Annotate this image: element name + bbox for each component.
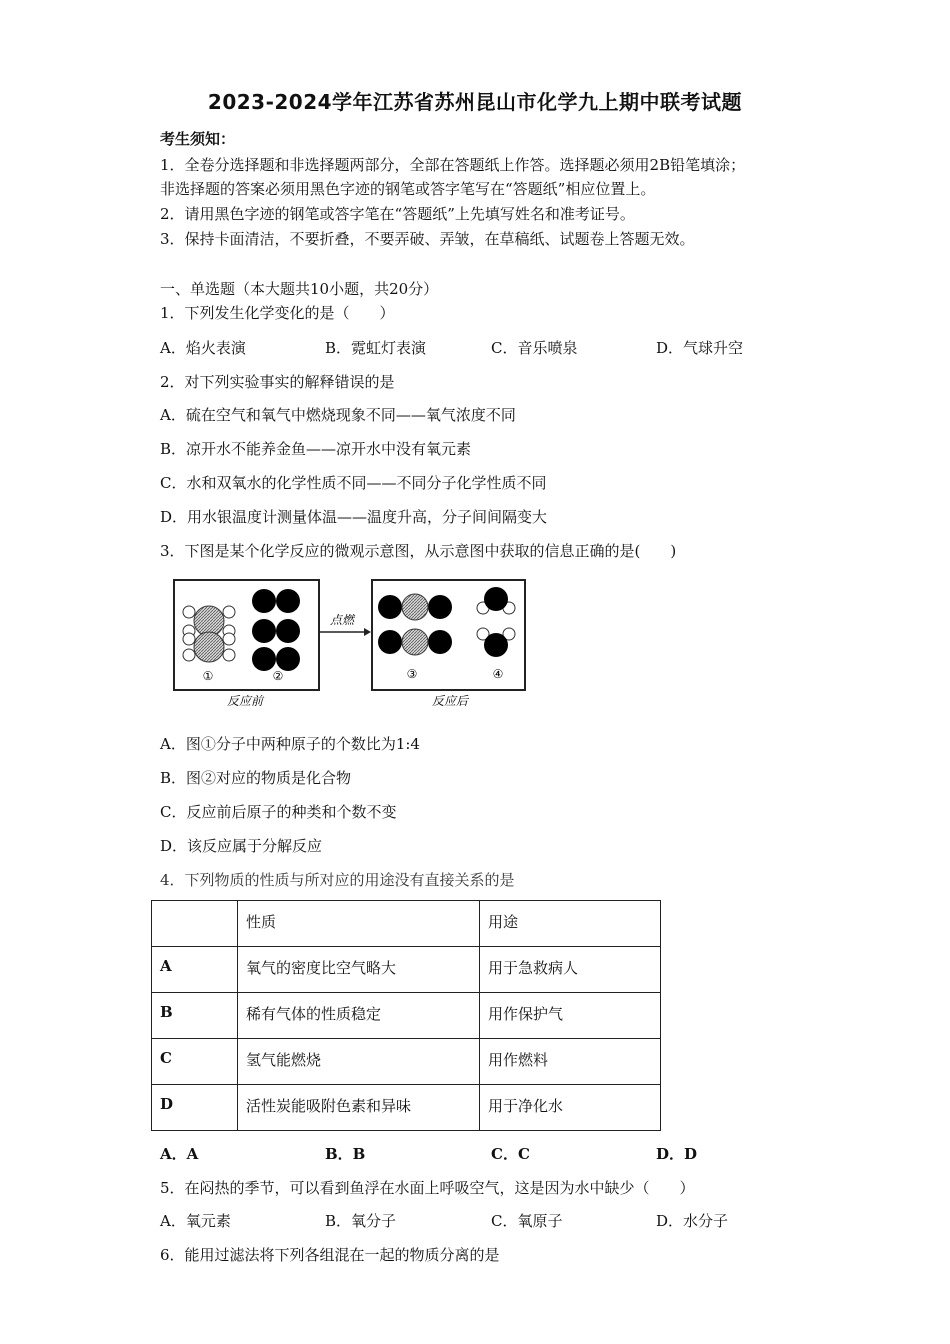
q1-option-d[interactable]: D．气球升空 bbox=[656, 339, 744, 357]
table-cell: 用作保护气 bbox=[480, 993, 661, 1039]
table-cell: A bbox=[152, 947, 238, 993]
molecule-1-bottom bbox=[183, 632, 235, 662]
table-cell: 氢气能燃烧 bbox=[238, 1039, 480, 1085]
question-1-stem: 1．下列发生化学变化的是（ ） bbox=[160, 304, 395, 322]
q1-option-a[interactable]: A．焰火表演 bbox=[160, 339, 246, 357]
oxygen-molecules bbox=[252, 589, 300, 671]
table-cell: D bbox=[152, 1085, 238, 1131]
table-header-row bbox=[152, 901, 661, 947]
label-4: ④ bbox=[492, 667, 504, 681]
question-6-stem: 6．能用过滤法将下列各组混在一起的物质分离的是 bbox=[160, 1246, 500, 1264]
table-cell: 用于急救病人 bbox=[480, 947, 661, 993]
q3-option-d[interactable]: D．该反应属于分解反应 bbox=[160, 837, 323, 855]
table-row bbox=[152, 1039, 661, 1085]
q2-option-a[interactable]: A．硫在空气和氧气中燃烧现象不同——氧气浓度不同 bbox=[160, 406, 516, 424]
q5-option-c[interactable]: C．氧原子 bbox=[491, 1212, 563, 1230]
table-header-cell: 性质 bbox=[238, 901, 480, 947]
table-cell: 氧气的密度比空气略大 bbox=[238, 947, 480, 993]
label-3: ③ bbox=[406, 667, 418, 681]
q1-option-c[interactable]: C．音乐喷泉 bbox=[491, 339, 578, 357]
q2-option-c[interactable]: C．水和双氧水的化学性质不同——不同分子化学性质不同 bbox=[160, 474, 547, 492]
product-4-molecules bbox=[477, 587, 515, 657]
q1-option-b[interactable]: B．霓虹灯表演 bbox=[325, 339, 427, 357]
q4-option-a[interactable]: A．A bbox=[160, 1145, 199, 1163]
notice-line: 非选择题的答案必须用黑色字迹的钢笔或答字笔写在“答题纸”相应位置上。 bbox=[160, 180, 656, 198]
exam-title: 2023-2024学年江苏省苏州昆山市化学九上期中联考试题 bbox=[207, 90, 743, 114]
table-header-cell: 用途 bbox=[480, 901, 661, 947]
question-2-stem: 2．对下列实验事实的解释错误的是 bbox=[160, 373, 395, 391]
caption-after: 反应后 bbox=[431, 694, 469, 708]
notice-line: 2．请用黑色字迹的钢笔或答字笔在“答题纸”上先填写姓名和准考证号。 bbox=[160, 205, 635, 223]
q2-option-b[interactable]: B．凉开水不能养金鱼——凉开水中没有氧元素 bbox=[160, 440, 472, 458]
table-cell: 用于净化水 bbox=[480, 1085, 661, 1131]
reaction-diagram bbox=[168, 574, 534, 714]
table-row bbox=[152, 947, 661, 993]
question-3-stem: 3．下图是某个化学反应的微观示意图，从示意图中获取的信息正确的是( ) bbox=[160, 542, 677, 560]
table-cell: C bbox=[152, 1039, 238, 1085]
product-3-molecules bbox=[378, 594, 452, 655]
label-2: ② bbox=[272, 669, 284, 683]
table-cell: B bbox=[152, 993, 238, 1039]
q5-option-a[interactable]: A．氧元素 bbox=[160, 1212, 231, 1230]
label-1: ① bbox=[202, 669, 214, 683]
caption-before: 反应前 bbox=[226, 694, 264, 708]
table-row bbox=[152, 1085, 661, 1131]
q4-option-b[interactable]: B．B bbox=[325, 1145, 366, 1163]
q4-option-c[interactable]: C．C bbox=[491, 1145, 530, 1163]
question-4-stem: 4．下列物质的性质与所对应的用途没有直接关系的是 bbox=[160, 871, 515, 889]
notice-line: 1．全卷分选择题和非选择题两部分，全部在答题纸上作答。选择题必须用2B铅笔填涂； bbox=[160, 156, 746, 174]
table-cell: 活性炭能吸附色素和异味 bbox=[238, 1085, 480, 1131]
q5-option-d[interactable]: D．水分子 bbox=[656, 1212, 729, 1230]
notice-heading: 考生须知： bbox=[160, 130, 236, 148]
section-heading: 一、单选题（本大题共10小题，共20分） bbox=[160, 280, 439, 298]
q2-option-d[interactable]: D．用水银温度计测量体温——温度升高，分子间间隔变大 bbox=[160, 508, 548, 526]
table-cell: 稀有气体的性质稳定 bbox=[238, 993, 480, 1039]
table-cell: 用作燃料 bbox=[480, 1039, 661, 1085]
q4-option-d[interactable]: D．D bbox=[656, 1145, 698, 1163]
question-5-stem: 5．在闷热的季节，可以看到鱼浮在水面上呼吸空气，这是因为水中缺少（ ） bbox=[160, 1179, 695, 1197]
q5-option-b[interactable]: B．氧分子 bbox=[325, 1212, 397, 1230]
arrow-text: 点燃 bbox=[329, 613, 355, 627]
q3-option-c[interactable]: C．反应前后原子的种类和个数不变 bbox=[160, 803, 397, 821]
table-row bbox=[152, 993, 661, 1039]
q3-option-a[interactable]: A．图①分子中两种原子的个数比为1:4 bbox=[160, 735, 420, 753]
table-header-cell bbox=[152, 901, 238, 947]
notice-line: 3．保持卡面清洁，不要折叠，不要弄破、弄皱，在草稿纸、试题卷上答题无效。 bbox=[160, 230, 695, 248]
q4-table bbox=[151, 900, 661, 1131]
q3-option-b[interactable]: B．图②对应的物质是化合物 bbox=[160, 769, 352, 787]
